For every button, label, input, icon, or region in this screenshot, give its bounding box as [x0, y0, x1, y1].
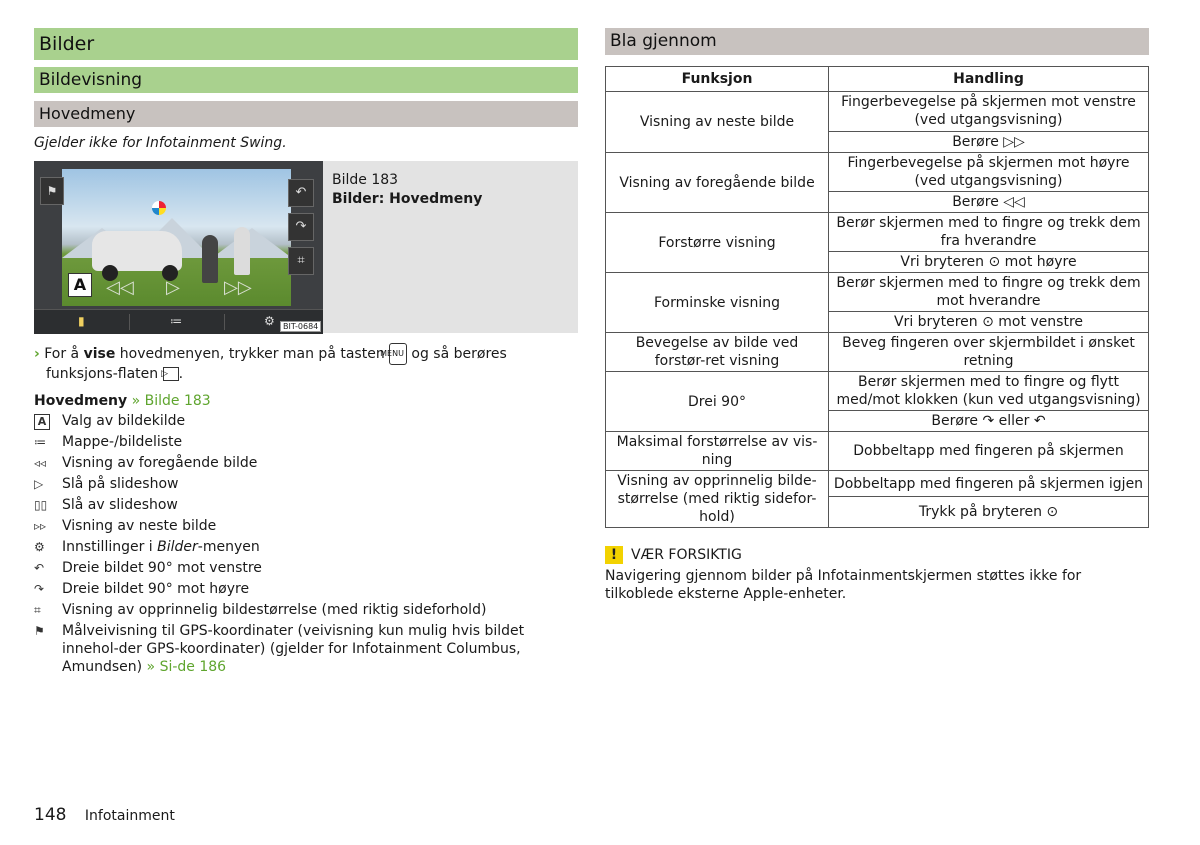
legend-text: Dreie bildet 90° mot venstre — [62, 560, 262, 576]
legend-text: Visning av foregående bilde — [62, 455, 258, 471]
warning-text: Navigering gjennom bilder på Infotainmentskjermen støttes ikke for tilkoblede eksterne Apple-enheter. — [605, 568, 1082, 602]
source-icon[interactable]: ▮ — [78, 314, 85, 328]
warning-icon: ! — [605, 546, 623, 564]
table-cell-action: Berør skjermen med to fingre og trekk dem mot hverandre — [829, 273, 1149, 312]
instr-prefix: For å — [44, 346, 84, 362]
table-row — [606, 432, 1149, 471]
list-item — [34, 433, 578, 451]
rotate-right-icon: ↷ — [34, 582, 45, 596]
list-item — [34, 559, 578, 577]
legend-text — [62, 538, 260, 556]
instr-mid: hovedmenyen, trykker man på tasten — [115, 346, 385, 362]
list-item — [34, 601, 578, 619]
legend-text-before: Innstillinger i — [62, 539, 158, 555]
heading-bildevisning: Bildevisning — [34, 67, 578, 93]
instr-suffix: og så berøres funksjons-flaten — [46, 346, 507, 382]
table-row — [606, 153, 1149, 192]
legend-text-after: -menyen — [197, 539, 260, 555]
table-cell-function: Drei 90° — [606, 372, 829, 432]
legend-text: Mappe-/bildeliste — [62, 434, 183, 450]
list-item — [34, 538, 578, 556]
settings-icon[interactable]: ⚙ — [264, 314, 275, 328]
play-function-icon: ▷ — [163, 367, 179, 381]
table-row — [606, 372, 1149, 411]
legend-text: Slå på slideshow — [62, 476, 179, 492]
col-handling: Handling — [829, 67, 1149, 92]
instr-bold: vise — [83, 346, 116, 362]
gps-flag-icon[interactable]: ⚑ — [40, 177, 64, 205]
page-number: 148 — [34, 805, 67, 825]
legend-text-main: Målveivisning til GPS-koordinater (veivisning kun mulig hvis bildet innehol-der GPS-koordinater) (gjelder for Infotainment Columbus, Amundsen) — [62, 623, 525, 675]
table-cell-action: Berøre ◁◁ — [829, 192, 1149, 213]
original-size-icon: ⌗ — [34, 603, 41, 617]
caption-number: Bilde 183 — [332, 172, 399, 188]
left-column — [34, 28, 578, 676]
figure-183 — [34, 161, 578, 333]
instr-end: . — [178, 366, 184, 382]
settings-icon: ⚙ — [34, 540, 45, 554]
next-icon: ▹▹ — [34, 519, 47, 533]
list-item — [34, 475, 578, 493]
list-item — [34, 517, 578, 535]
page-footer — [34, 805, 175, 825]
table-cell-function: Forstørre visning — [606, 213, 829, 273]
heading-bilder: Bilder — [34, 28, 578, 60]
applicability-note: Gjelder ikke for Infotainment Swing. — [34, 135, 287, 151]
menu-key-icon: MENU — [389, 343, 407, 365]
table-cell-action: Vri bryteren ⊙ mot høyre — [829, 252, 1149, 273]
table-cell-action: Berøre ▷▷ — [829, 131, 1149, 152]
menu-title-text: Hovedmeny — [34, 393, 128, 409]
legend-text: Visning av neste bilde — [62, 518, 217, 534]
label-a[interactable]: A — [68, 273, 92, 297]
col-funksjon: Funksjon — [606, 67, 829, 92]
gps-flag-icon: ⚑ — [34, 624, 45, 638]
table-cell-function: Visning av neste bilde — [606, 92, 829, 153]
list-icon[interactable]: ≔ — [170, 314, 182, 328]
infotainment-screen — [34, 161, 323, 333]
table-cell-function: Bevegelse av bilde ved forstør-ret visning — [606, 333, 829, 372]
table-cell-function: Visning av foregående bilde — [606, 153, 829, 213]
rotate-left-icon: ↶ — [34, 561, 45, 575]
table-row — [606, 333, 1149, 372]
beach-ball-shape — [152, 201, 166, 215]
bit-label: BIT-0684 — [280, 321, 321, 332]
table-row — [606, 273, 1149, 312]
heading-bla-gjennom: Bla gjennom — [605, 28, 1149, 55]
table-cell-action: Dobbeltapp med fingeren på skjermen — [829, 432, 1149, 471]
mountain-shape — [212, 228, 291, 258]
table-cell-function: Visning av opprinnelig bilde-størrelse (med riktig sidefor-hold) — [606, 471, 829, 528]
previous-icon[interactable]: ◁◁ — [106, 277, 134, 298]
list-icon: ≔ — [34, 435, 46, 449]
footer-section: Infotainment — [84, 808, 175, 824]
legend-text: Valg av bildekilde — [62, 413, 186, 429]
table-cell-action: Vri bryteren ⊙ mot venstre — [829, 312, 1149, 333]
chevron-right-icon: › — [34, 346, 40, 362]
box-a-icon: A — [34, 414, 50, 430]
legend-text: Dreie bildet 90° mot høyre — [62, 581, 250, 597]
divider — [129, 314, 130, 330]
legend-text — [62, 622, 578, 676]
navigation-table — [605, 66, 1149, 528]
table-cell-action: Fingerbevegelse på skjermen mot venstre (ved utgangsvisning) — [829, 92, 1149, 132]
play-icon: ▷ — [34, 477, 44, 491]
table-cell-action: Berør skjermen med to fingre og flytt med/mot klokken (kun ved utgangsvisning) — [829, 372, 1149, 411]
list-item — [34, 412, 578, 430]
table-cell-action: Fingerbevegelse på skjermen mot høyre (ved utgangsvisning) — [829, 153, 1149, 192]
table-row — [606, 92, 1149, 132]
rotate-left-icon[interactable]: ↶ — [288, 179, 314, 207]
play-icon[interactable]: ▷ — [166, 277, 180, 298]
list-item — [34, 496, 578, 514]
right-column — [605, 28, 1149, 603]
table-cell-function: Forminske visning — [606, 273, 829, 333]
table-cell-action: Dobbeltapp med fingeren på skjermen igjen — [829, 471, 1149, 497]
table-cell-action: Berør skjermen med to fingre og trekk dem fra hverandre — [829, 213, 1149, 252]
page-link[interactable]: » Si-de 186 — [146, 659, 227, 675]
list-item — [34, 454, 578, 472]
table-row — [606, 471, 1149, 497]
instruction — [34, 343, 578, 383]
table-row — [606, 213, 1149, 252]
original-size-icon[interactable]: ⌗ — [288, 247, 314, 275]
figure-link[interactable]: » Bilde 183 — [131, 393, 211, 409]
table-cell-function: Maksimal forstørrelse av vis-ning — [606, 432, 829, 471]
table-cell-action: Berøre ↷ eller ↶ — [829, 411, 1149, 432]
person-shape — [234, 227, 250, 275]
table-header-row — [606, 67, 1149, 92]
caption-title: Bilder: Hovedmeny — [332, 191, 483, 207]
legend-list — [34, 412, 578, 676]
rotate-right-icon[interactable]: ↷ — [288, 213, 314, 241]
next-icon[interactable]: ▷▷ — [224, 277, 252, 298]
list-item — [34, 622, 578, 676]
figure-caption — [332, 171, 482, 209]
list-item — [34, 580, 578, 598]
warning-title: VÆR FORSIKTIG — [631, 547, 742, 563]
table-cell-action: Trykk på bryteren ⊙ — [829, 497, 1149, 528]
person-shape — [202, 235, 218, 283]
pause-icon: ▯▯ — [34, 498, 48, 512]
legend-text-italic: Bilder — [157, 539, 198, 555]
previous-icon: ◃◃ — [34, 456, 47, 470]
legend-text: Slå av slideshow — [62, 497, 178, 513]
divider — [224, 314, 225, 330]
warning-header — [605, 546, 1149, 564]
legend-text: Visning av opprinnelig bildestørrelse (med riktig sideforhold) — [62, 602, 487, 618]
heading-hovedmeny: Hovedmeny — [34, 101, 578, 127]
menu-title — [34, 393, 578, 409]
table-cell-action: Beveg fingeren over skjermbildet i ønsket retning — [829, 333, 1149, 372]
